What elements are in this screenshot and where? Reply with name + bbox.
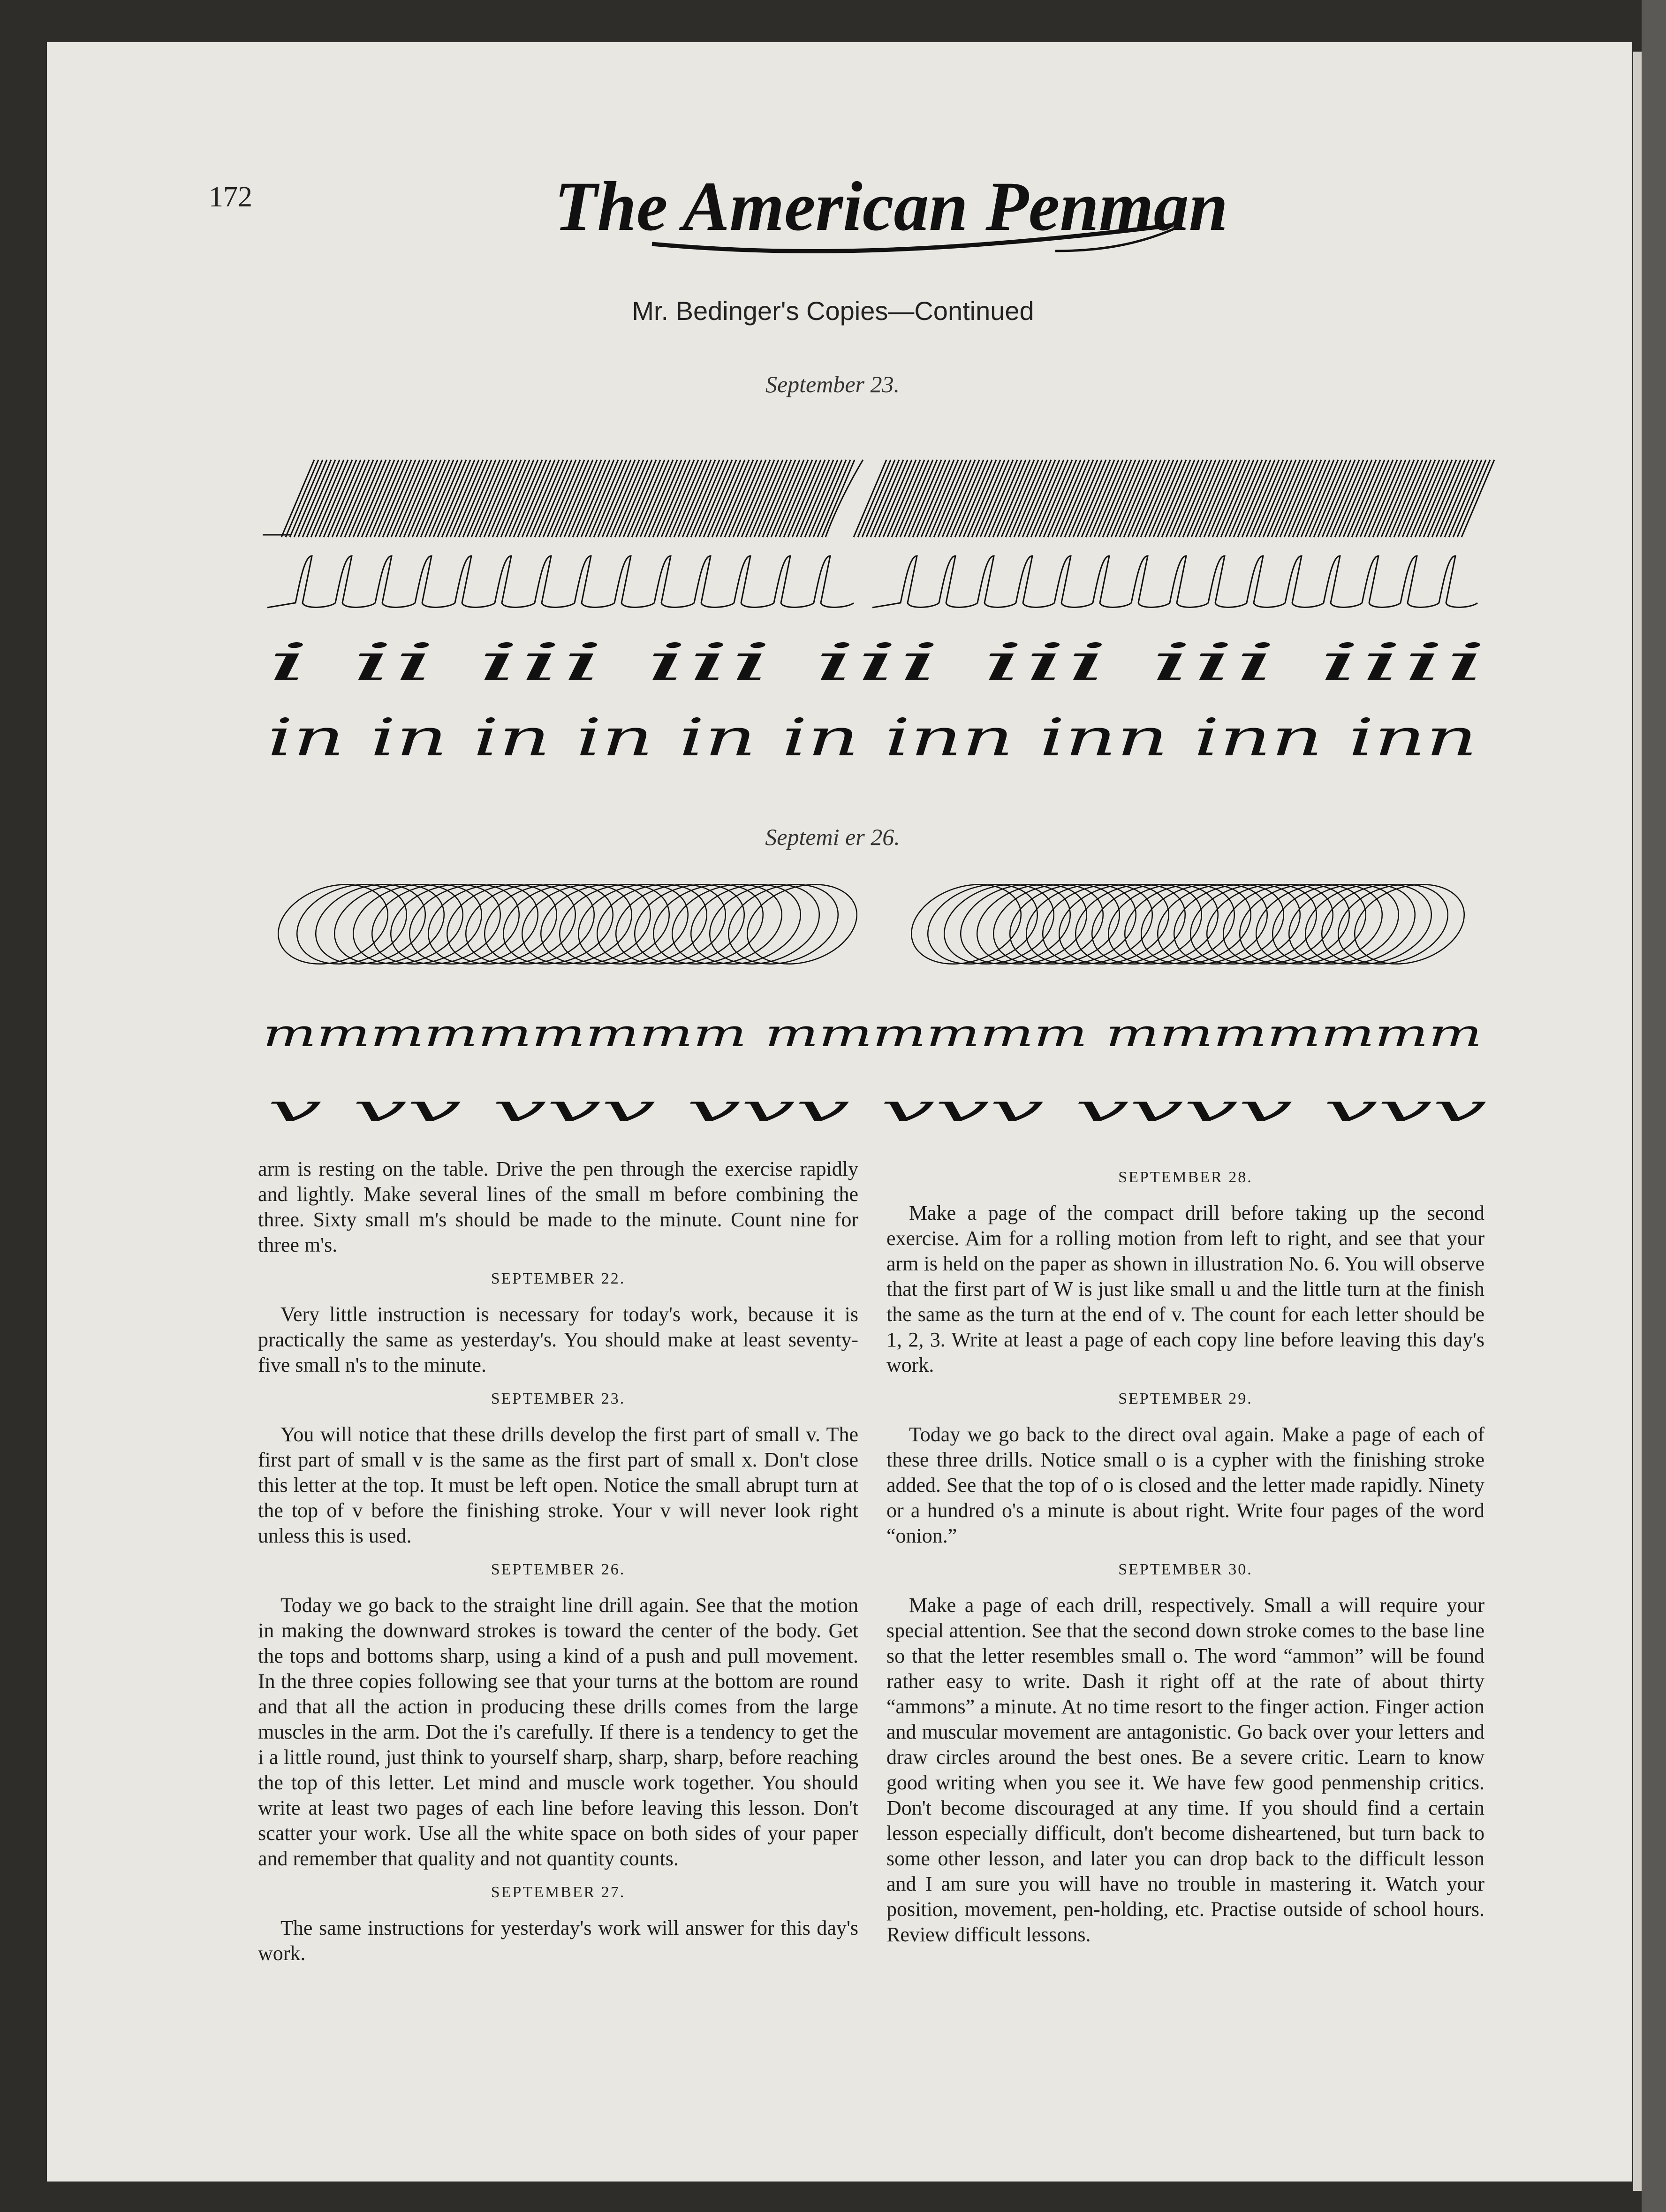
- left-section-heading: SEPTEMBER 22.: [491, 1270, 626, 1287]
- m-drill: [263, 1009, 1492, 1065]
- next-page-edge: [1633, 52, 1642, 2191]
- right-paragraph: Make a page of each drill, respectively. Small a will require your special attention. See that the second down stroke comes to the base line so that the letter resembles small o. The word “ammon” will be found rather easy to write. Dash it right off at the rate of about thirty “ammons” a minute. At no time resort to the finger action. Finger action and muscular movement are antagonistic. Go back over your letters and draw circles around the best ones. Be a severe critic. Learn to know good writing when you see it. We have few good penmenship critics. Don't become discouraged at any time. If you should find a certain lesson especially difficult, don't become disheartened, but turn back to some other lesson, and later you can drop back to the difficult lesson and I am sure you will have no trouble in mastering it. Watch your position, movement, pen-holding, etc. Practise outside of school hours. Review difficult lessons.: [886, 1594, 1484, 1946]
- i-drill-text: i ii iii iii iii iii iii iiii: [267, 632, 1487, 692]
- left-section-heading: SEPTEMBER 27.: [491, 1884, 626, 1901]
- m-drill-text: mmmmmmmmm mmmmmm mmmmmmm: [263, 1011, 1482, 1055]
- left-section-heading: SEPTEMBER 26.: [491, 1561, 626, 1578]
- u-drill: [267, 551, 1496, 612]
- v-drill: [267, 1084, 1496, 1140]
- right-paragraph: Today we go back to the direct oval again. Make a page of each of these three drills. Notice small o is a cypher with the finishing stroke added. See that the top of o is closed and the letter made rapidly. Ninety or a hundred o's a minute is about right. Write four pages of the word “onion.”: [886, 1423, 1484, 1547]
- subtitle: Mr. Bedinger's Copies—Continued: [632, 296, 1034, 326]
- masthead-title: The American Penman: [554, 167, 1228, 245]
- left-paragraph: Very little instruction is necessary for today's work, because it is practically the same as yesterday's. You should make at least seventy-five small n's to the minute.: [258, 1303, 858, 1376]
- date-sept-23: September 23.: [765, 371, 900, 397]
- book-edge: [1642, 0, 1666, 2212]
- right-section-heading: SEPTEMBER 28.: [1118, 1169, 1253, 1186]
- straight-line-drill: [263, 455, 1501, 540]
- masthead: [554, 150, 1228, 272]
- left-column: [258, 1156, 858, 1970]
- oval-drill: [263, 873, 1501, 976]
- v-drill-text: v vv vvv vvv vvv vvvv vvv: [267, 1087, 1487, 1130]
- in-drill: [267, 707, 1487, 774]
- right-section-heading: SEPTEMBER 30.: [1118, 1561, 1253, 1578]
- i-drill: [267, 632, 1496, 699]
- left-paragraph: arm is resting on the table. Drive the pen through the exercise rapidly and lightly. Make several lines of the small m before combining the three. Sixty small m's should be made to the minute. Count nine for three m's.: [258, 1157, 858, 1256]
- left-paragraph: The same instructions for yesterday's work will answer for this day's work.: [258, 1916, 858, 1965]
- right-column: [886, 1156, 1484, 1951]
- date-sept-26: Septemi er 26.: [765, 824, 900, 850]
- page-number: 172: [209, 181, 252, 213]
- right-paragraph: Make a page of the compact drill before taking up the second exercise. Aim for a rolling motion from left to right, and see that your arm is held on the paper as shown in illustration No. 6. You will observe that the first part of W is just like small u and the little turn at the finish the same as the turn at the end of v. The count for each letter should be 1, 2, 3. Write at least a page of each copy line before leaving this day's work.: [886, 1201, 1484, 1376]
- left-paragraph: Today we go back to the straight line drill again. See that the motion in making the downward strokes is toward the center of the body. Get the tops and bottoms sharp, using a kind of a push and pull movement. In the three copies following see that your turns at the bottom are round and that all the action in producing these drills comes from the large muscles in the arm. Dot the i's carefully. If there is a tendency to get the i a little round, just think to yourself sharp, sharp, sharp, before reaching the top of this letter. Let mind and muscle work together. You should write at least two pages of each line before leaving this lesson. Don't scatter your work. Use all the white space on both sides of your paper and remember that quality and not quantity counts.: [258, 1594, 858, 1870]
- in-drill-text: in in in in in in inn inn inn inn: [267, 707, 1477, 768]
- left-paragraph: You will notice that these drills develop the first part of small v. The first part of small v is the same as the first part of small x. Don't close this letter at the top. It must be left open. Notice the small abrupt turn at the top of v before the finishing stroke. Your v will never look right unless this is used.: [258, 1423, 858, 1547]
- left-section-heading: SEPTEMBER 23.: [491, 1390, 626, 1407]
- right-section-heading: SEPTEMBER 29.: [1118, 1390, 1253, 1407]
